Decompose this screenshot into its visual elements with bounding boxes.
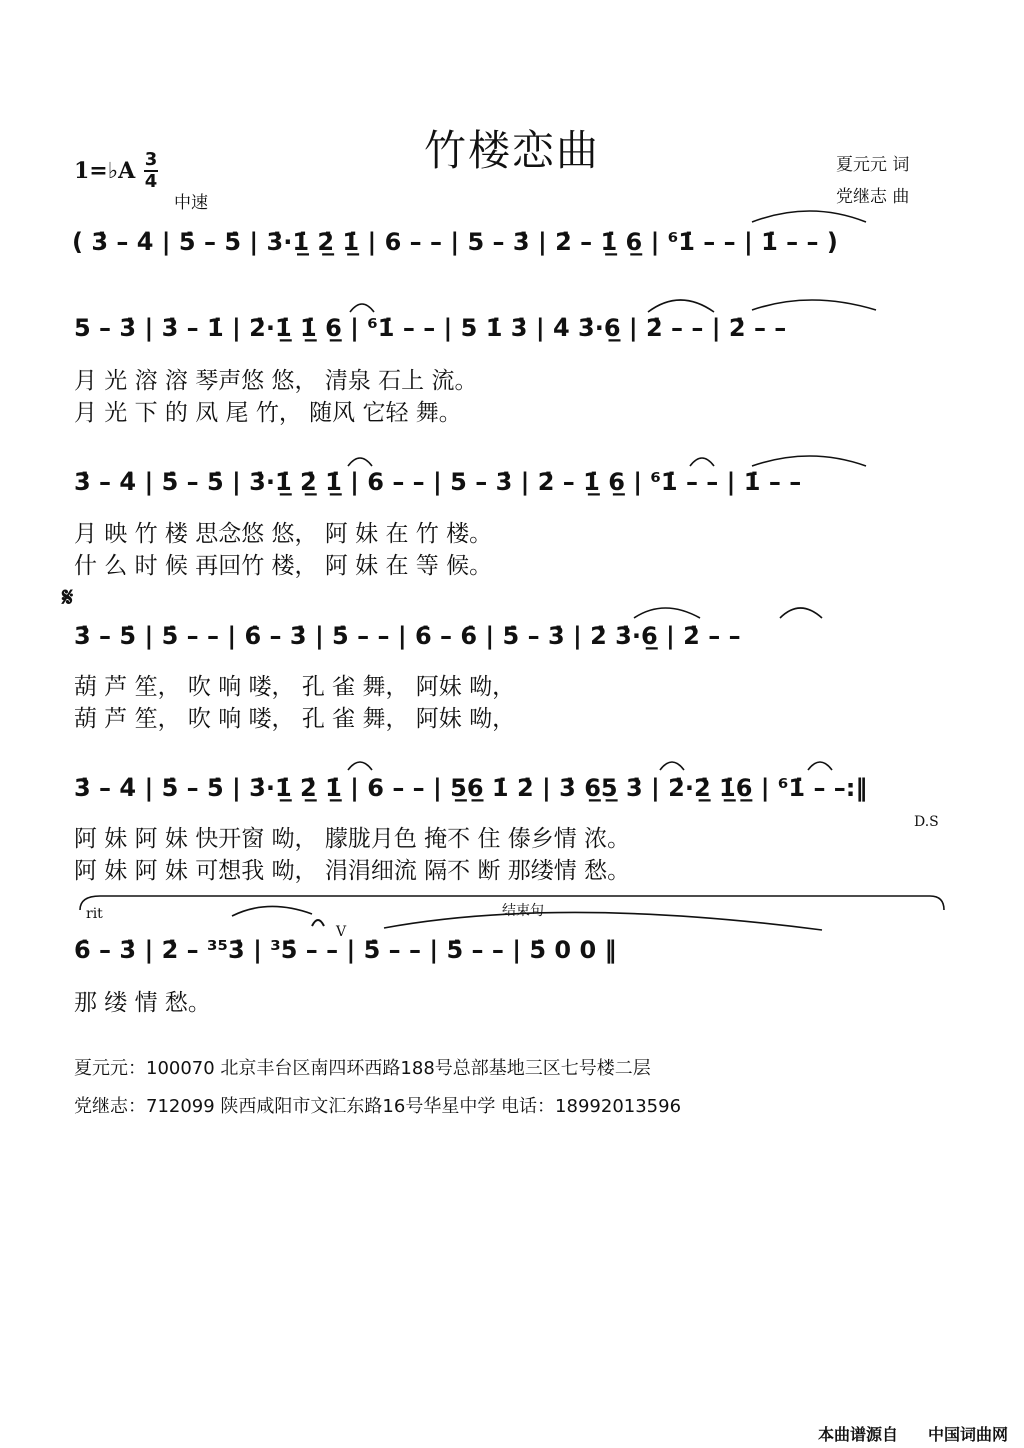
- lyricist-credit: 夏元元 词: [836, 155, 910, 175]
- lyric-line-2-verse-1: 月 光 溶 溶 琴声悠 悠， 清泉 石上 流。: [74, 368, 478, 394]
- tempo-marking: 中速: [174, 193, 208, 213]
- slur-13: [232, 906, 312, 916]
- notation-line-5: 3̇ – 4̇ | 5̇ – 5̇ | 3̇·1̲̇ 2̲̇ 1̲̇ | 6 – – | 5̲6̲ 1̇ 2̇ | 3̇ 6̲5̲ 3̇ | 2̇·2̲̇ 1̲̇6̲ | ⁶1̇ – –:‖: [74, 774, 868, 802]
- lyric-line-5-verse-2: 阿 妹 阿 妹 可想我 呦， 涓涓细流 隔不 断 那缕情 愁。: [74, 858, 631, 884]
- rit-marking: rit: [86, 906, 103, 922]
- notation-line-4: 3̇ – 5̇ | 5̇ – – | 6̇ – 3̇ | 5̇ – – | 6̇ – 6̇ | 5̇ – 3̇ | 2̇ 3̇·6̲ | 2̇ – –: [74, 622, 741, 650]
- slur-12: [808, 762, 832, 770]
- lyric-line-5-verse-1: 阿 妹 阿 妹 快开窗 呦， 朦胧月色 掩不 住 傣乡情 浓。: [74, 826, 631, 852]
- ds-marking: D.S: [914, 814, 939, 830]
- fermata: [312, 920, 324, 926]
- lyric-line-3-verse-1: 月 映 竹 楼 思念悠 悠， 阿 妹 在 竹 楼。: [74, 521, 493, 547]
- key-signature: 1=♭A: [74, 158, 136, 184]
- slur-7: [752, 456, 866, 466]
- slur-9: [780, 608, 822, 618]
- slur-3: [648, 300, 714, 312]
- slur-8: [634, 608, 700, 618]
- notation-line-3: 3̇ – 4̇ | 5̇ – 5̇ | 3̇·1̲̇ 2̲̇ 1̲̇ | 6 – – | 5 – 3̇ | 2̇ – 1̲̇ 6̲ | ⁶1̇ – – | 1̇ – –: [74, 468, 802, 496]
- slur-10: [348, 762, 372, 770]
- score-title: 竹楼恋曲: [423, 126, 600, 175]
- footer-source-label: 本曲谱源自: [818, 1425, 899, 1444]
- notation-line-6: 6̇ – 3̇ | 2̇ – ³⁵3̇ | ³5̇ – – | 5̇ – – | 5̇ – – | 5̇ 0 0 ‖: [74, 936, 617, 964]
- composer-address: 党继志：712099 陕西咸阳市文汇东路16号华星中学 电话：18992013596: [74, 1096, 682, 1117]
- lyric-line-2-verse-2: 月 光 下 的 凤 尾 竹， 随风 它轻 舞。: [74, 400, 462, 426]
- notation-line-2: 5 – 3̇ | 3̇ – 1̇ | 2̇·1̲̇ 1̲̇ 6̲ | ⁶1̇ – – | 5 1̇ 3̇ | 4̇ 3̇·6̲ | 2̇ – – | 2̇ – –: [74, 314, 787, 342]
- slur-2: [350, 304, 374, 312]
- lyricist-address: 夏元元：100070 北京丰台区南四环西路188号总部基地三区七号楼二层: [74, 1058, 651, 1079]
- lyric-line-4-verse-1: 葫 芦 笙， 吹 响 喽， 孔 雀 舞， 阿妹 呦，: [74, 674, 516, 700]
- segno-sign: 𝄋: [62, 583, 74, 613]
- time-signature: [144, 150, 158, 192]
- coda-label: 结束句: [502, 903, 544, 919]
- lyric-line-6: 那 缕 情 愁。: [74, 990, 211, 1016]
- slur-5: [348, 458, 372, 466]
- lyric-line-3-verse-2: 什 么 时 候 再回竹 楼， 阿 妹 在 等 候。: [74, 553, 493, 579]
- composer-credit: 党继志 曲: [836, 187, 910, 207]
- notation-line-1: ( 3̇ – 4̇ | 5̇ – 5̇ | 3̇·1̲̇ 2̲̇ 1̲̇ | 6 – – | 5 – 3̇ | 2̇ – 1̲̇ 6̲ | ⁶1̇ – – | 1̇ – – ): [72, 228, 838, 256]
- time-signature-top: 3: [144, 149, 158, 170]
- slur-1: [752, 211, 866, 222]
- time-signature-bottom: 4: [144, 171, 158, 192]
- lyric-line-4-verse-2: 葫 芦 笙， 吹 响 喽， 孔 雀 舞， 阿妹 呦，: [74, 706, 516, 732]
- footer-site-link[interactable]: 中国词曲网: [928, 1425, 1009, 1444]
- slur-6: [690, 458, 714, 466]
- slur-11: [660, 762, 684, 770]
- slur-14: [384, 912, 822, 930]
- slur-4: [752, 300, 876, 310]
- breath-mark: V: [336, 924, 347, 940]
